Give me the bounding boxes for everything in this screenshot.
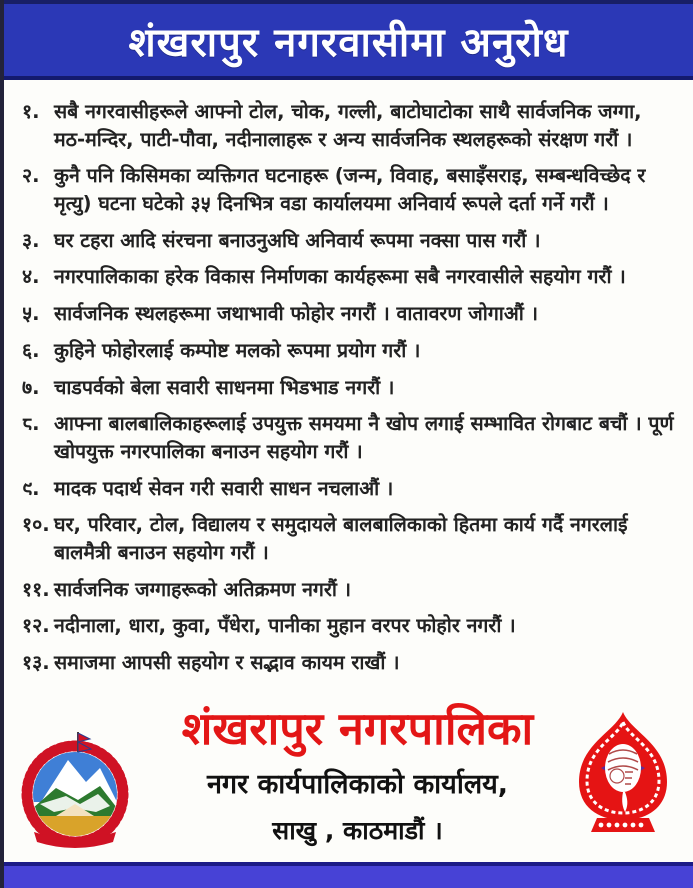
municipality-name: शंखरापुर नगरपालिका bbox=[181, 702, 534, 755]
item-number: ८. bbox=[22, 412, 40, 436]
request-item bbox=[18, 649, 679, 677]
header-band bbox=[4, 0, 693, 80]
request-item bbox=[18, 162, 679, 217]
item-number: ४. bbox=[22, 265, 40, 289]
request-list bbox=[4, 80, 693, 677]
item-text: कुनै पनि किसिमका व्यक्तिगत घटनाहरू (जन्म, विवाह, बसाइँसराइ, सम्बन्धविच्छेद र मृत्यु) घटना घटेको ३५ दिनभित्र वडा कार्यालयमा अनिवार्य रूपले दर्ता गर्ने गरौं । bbox=[54, 164, 646, 216]
office-line: नगर कार्यपालिकाको कार्यालय, bbox=[206, 768, 509, 800]
request-item bbox=[18, 263, 679, 291]
poster-title: शंखरापुर नगरवासीमा अनुरोध bbox=[128, 19, 569, 66]
item-text: सार्वजनिक स्थलहरूमा जथाभावी फोहोर नगरौं । वातावरण जोगाऔं । bbox=[54, 302, 538, 326]
item-text: नगरपालिकाका हरेक विकास निर्माणका कार्यहरूमा सबै नगरवासीले सहयोग गरौं । bbox=[54, 265, 626, 289]
item-text: घर, परिवार, टोल, विद्यालय र समुदायले बालबालिकाको हितमा कार्य गर्दै नगरलाई बालमैत्री बनाउन सहयोग गरौं । bbox=[54, 513, 628, 564]
request-item bbox=[18, 300, 679, 328]
item-number: १२. bbox=[22, 614, 50, 638]
conch-shell-emblem-icon bbox=[571, 700, 693, 846]
bottom-strip bbox=[4, 862, 693, 888]
footer-text-block bbox=[144, 700, 571, 847]
item-number: ९. bbox=[22, 476, 40, 500]
item-text: चाडपर्वको बेला सवारी साधनमा भिडभाड नगरौं । bbox=[54, 375, 395, 399]
item-number: ३. bbox=[22, 228, 40, 252]
request-item bbox=[18, 337, 679, 365]
item-number: ११. bbox=[22, 577, 50, 601]
item-number: १३. bbox=[22, 651, 50, 674]
request-item bbox=[18, 410, 679, 465]
item-number: १०. bbox=[22, 513, 50, 537]
item-text: आफ्ना बालबालिकाहरूलाई उपयुक्त समयमा नै खोप लगाई सम्भावित रोगबाट बचौं । पूर्ण खोपयुक्त नगरपालिका बनाउन सहयोग गरौं । bbox=[54, 412, 674, 463]
item-text: सार्वजनिक जग्गाहरूको अतिक्रमण नगरौं । bbox=[54, 577, 352, 601]
request-item bbox=[18, 374, 679, 402]
item-text: सबै नगरवासीहरूले आफ्नो टोल, चोक, गल्ली, बाटोघाटोका साथै सार्वजनिक जग्गा, मठ-मन्दिर, पाटी-पौवा, नदीनालाहरू र अन्य सार्वजनिक स्थलहरूको संरक्षण गरौं । bbox=[54, 100, 642, 151]
address-line: साखु , काठमाडौं । bbox=[272, 815, 443, 845]
item-text: नदीनाला, धारा, कुवा, पँधेरा, पानीका मुहान वरपर फोहोर नगरौं । bbox=[54, 614, 516, 638]
item-number: २. bbox=[22, 164, 40, 188]
item-text: समाजमा आपसी सहयोग र सद्भाव कायम राखौं । bbox=[54, 651, 400, 674]
item-text: घर टहरा आदि संरचना बनाउनुअघि अनिवार्य रूपमा नक्सा पास गरौं । bbox=[54, 228, 541, 252]
item-number: ६. bbox=[22, 338, 40, 362]
item-number: ७. bbox=[22, 375, 40, 399]
item-text: मादक पदार्थ सेवन गरी सवारी साधन नचलाऔं । bbox=[54, 476, 394, 500]
request-item bbox=[18, 475, 679, 503]
item-number: ५. bbox=[22, 302, 40, 326]
item-number: १. bbox=[22, 100, 40, 123]
nepal-government-emblem-icon bbox=[4, 700, 144, 856]
item-text: कुहिने फोहोरलाई कम्पोष्ट मलको रूपमा प्रयोग गरौं । bbox=[54, 338, 421, 362]
request-item bbox=[18, 227, 679, 255]
request-item bbox=[18, 612, 679, 640]
request-item bbox=[18, 98, 679, 153]
footer bbox=[4, 700, 693, 862]
request-item bbox=[18, 576, 679, 604]
request-item bbox=[18, 511, 679, 566]
